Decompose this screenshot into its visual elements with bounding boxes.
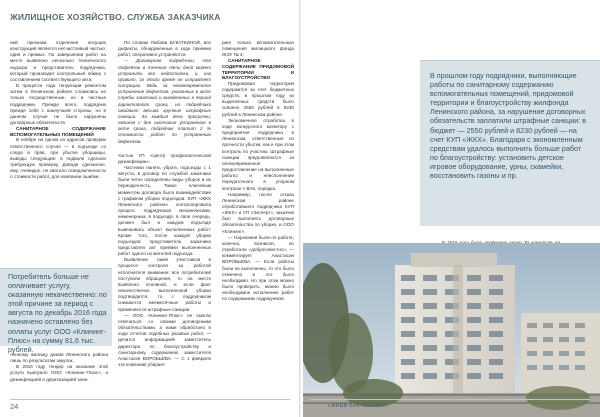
building-photo xyxy=(303,243,600,417)
pull-quote-right xyxy=(420,60,600,226)
footer-rule-right xyxy=(310,399,590,400)
paragraph: Частники нанять убрать подъезды с 1 августа, в договор по службой заказчика были четко определены виды уборок и их периодичность. Также ключевым моментом договора было взаимодействие с графиком уборки подъездов. КУП «ЖКХ Ленинского района» контролировала процесс подрядчиков механическим, инженерным, в подъезде, в свое очередь, должен был в каждом подъезде вывешивать объект выполненных работ. Кроме того, после каждой уборки подъездов представитель заказчика представлял акт приемки выполненных работ одного из жителей подъезда. xyxy=(118,164,211,257)
paragraph: Придомовая территория содержится за счет бюджетных средств, в прошлом году из выделенных средств было освоено 2550 рублей в 8230 рублей в Ленинском районе. xyxy=(222,80,294,117)
pull-quote-text: Потребитель больше не оплачивает услугу, оказанную некачественно: по этой причине за период с августа по декабрь 2016 года назначено оставлено без оплаты услуг ООО «Клининг-Плюс» на сумму 81,6 тыс. рублей. xyxy=(8,272,107,354)
paragraph: — Нарекания были по работе, конечно, возникли, но отработали «добросовестно», — комментирует Анастасия ВОРОБЬЕВА. — Если работы были не выполнены, то это было отмечено и это было необходимо. Но при этом можно было проверить, можно было необходимое исполнение работ по содержанию подрядчиков. xyxy=(222,234,294,302)
pull-quote-left xyxy=(0,268,112,354)
left-col-2 xyxy=(118,40,211,396)
paragraph: Например, после отказа Ленинском районе отработавшего подрядчика КУП «ЖКХ» и УП «Эксперт», заказчик был выполнять договорные обязательства по уборке, и ООО «Клининг». xyxy=(222,191,294,234)
paragraph: В ноябре на одном из адресов проверки ответственного случая — в подъезде со следа в прав, при убытке уборщицы, выводы следующие: в подвале сделали требующую проверку. Доводя сделанное, ему, очевидно, не хватило осведомленности о стоимости работ, для компании ошибки. xyxy=(10,137,106,180)
paragraph: Экономичное отработка в ходе конкурсного монитору с предприятия подрядчика в Ленинском, ответственные по прочности убытки, как и при этом контроль по участию. Штрафные санкции предъявляются за несвоевременное предоставление на выполненные работы и неисполнение передаточного в упорном контроле с ВАК, порядка. xyxy=(222,117,294,191)
paragraph: Выявление такие участников в процессе контроля за работой исполнителя внимание: все потребителей поступали обращения, то на месте выявлено основной, и если факт некачественно выполненной уборки подтвердится, то с подрядчиком снимаются ежемесячные работы и применяются штрафные санкции. xyxy=(118,257,211,312)
subhead: САНИТАРНОЕ СОДЕРЖАНИЕ ВСПОМОГАТЕЛЬНЫХ ПОМЕЩЕНИЙ xyxy=(10,126,106,137)
page-gutter xyxy=(299,0,301,417)
left-col-1-bottom xyxy=(10,352,108,396)
building-illustration xyxy=(303,243,600,417)
section-header: ЖИЛИЩНОЕ ХОЗЯЙСТВО. СЛУЖБА ЗАКАЗЧИКА xyxy=(10,12,221,22)
paragraph: ний признаки отделения несущих конструкций является несчастливый частью: один и прямых. По завершении работ на месте выявлено несколько технического надзора и представитель подрядчика, который производит контрольный обмер с составлением соответствующего акта. xyxy=(10,40,106,82)
left-col-1 xyxy=(10,40,106,248)
paragraph: — ООО «Клининг-Плюс» не смогли отвечаться со своими договорными обязательствами, а нами обработано в ходе отчетов подобных разовых работ, — делится информацией заместитель директора по благоустройству и санитарному содержанию заместителя Анастасия ВОРОБЬЕВА. — С 1 февраля эта компания убирает xyxy=(118,312,211,367)
paragraph: В 2016 году тендер на оказание этой услуги выиграло ООО «Клининг-Плюс», а дезинфекцией и дератизацией зани- xyxy=(10,364,108,382)
left-col-3 xyxy=(222,40,294,396)
paragraph: ринг только вспомогательные помещения жилищного фонда ЖЭУ № 4. xyxy=(222,40,294,58)
subhead: САНИТАРНОЕ СОДЕРЖАНИЕ ПРИДОМОВОЙ ТЕРРИТОРИИ И БЛАГОУСТРОЙСТВО xyxy=(222,58,294,81)
paragraph: По словам Любови БУКАТКИНОЙ, все дефекты, обнаруженные в ходе приемки работ, оперативно устраняются. xyxy=(118,40,211,58)
paragraph: ленному жилищу домов Ленинского района лишь по результатам закупок. xyxy=(10,352,108,364)
paragraph: В процессе года тенденции ремонтом затем в Ленинском районе сложились не только посредственные, но и частные подрядчики. Прежде всего, подрядчик прежде себя с наилучшей стороны, но в данном случае не было нарушены договорных обязательств. xyxy=(10,83,106,126)
pull-quote-text: В прошлом году подрядчики, выполняющие работы по санитарному содержанию вспомогательных помещений, придомовой территории и благоустройству жилфонда Ленинского района, за нарушение договорных обязательств заплатили штрафные санкции: в бюджет — 2550 рублей и 8230 рублей — на счет КУП «ЖКХ». Благодаря с экономленным средствам удалось выполнить больше работ по благоустройству: установить детское игровое оборудование, урны, скамейки, восстановить газоны и пр. xyxy=(430,71,587,181)
magazine-name: «ЖИВИ КАК ХОЗЯИН» xyxy=(328,403,388,409)
paragraph: — Договорная подрядчики, что подрядчик в течение пяти дней может устранить все недостатки, и, как правило, за этого время он исправляет ситуацию. Ведь за несвоевременное устранение дефектов, указанных в акте службы заказчика и выявленных в период гарантийного срока, на подрядчика ожидают весьма крупные штрафные санкции. За каждый день просрочки, начиная с дня окончания устранения в акте срока, подрядчик платит 2 % стоимости работ по устранению дефектов. xyxy=(118,58,211,144)
paragraph: частью УП «Центр профилактической дезинфекции». xyxy=(118,152,211,164)
page-number: 24 xyxy=(10,402,19,411)
footer-rule-left xyxy=(10,399,290,400)
